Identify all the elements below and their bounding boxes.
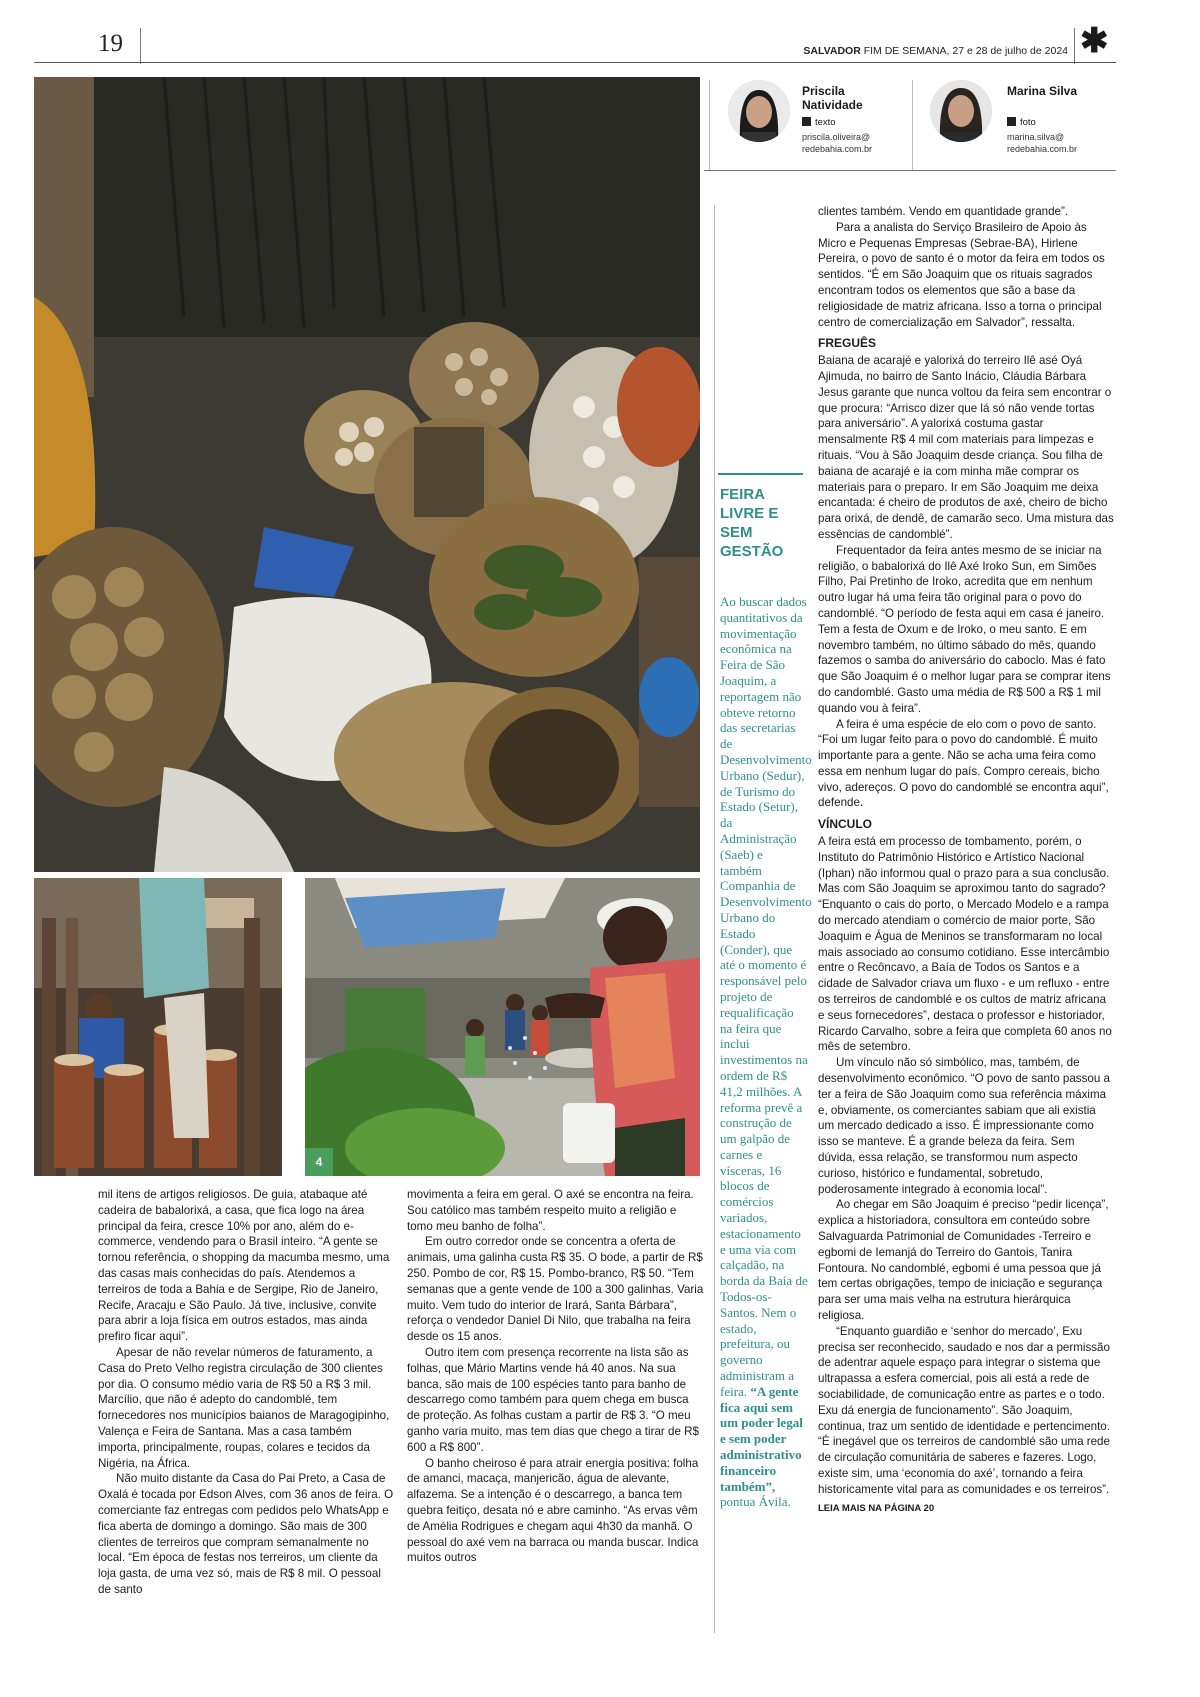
sidebar-title: FEIRA LIVRE E SEM GESTÃO <box>720 486 784 560</box>
paragraph: mil itens de artigos religiosos. De guia, atabaque até cadeira de babalorixá, a casa, que fica logo na área principal da feira, cresce 10% por ano, além do e-commerce, vendendo para o Brasil inteiro. “A gente se tornou referência, o shopping da macumba mesmo, uma das casas mais conhecidas do país. Atendemos a terreiros de toda a Bahia e de Sergipe, Rio de Janeiro, Recife, Aracaju e São Paulo. Já tive, inclusive, convite para abrir a loja física em outros estados, mas ainda prefiro ficar aqui”. <box>98 1188 390 1344</box>
sidebar-paragraph: Ao buscar dados quantitativos da movimentação econômica na Feira de São Joaquim, a reportagem não obteve retorno das secretarias de Desenvolvimento Urbano (Sedur), de Turismo do Estado (Setur), da Administração (Saeb) e também Companhia de Desenvolvimento Urbano do Estado (Conder), que até o momento é responsável pelo projeto de requalificação na feira que inclui investimentos na ordem de R$ 41,2 milhões. A reforma prevê a construção de um galpão de carnes e vísceras, 16 blocos de comércios variados, estacionamento e uma via com calçadão, na borda da Baía de Todos-os-Santos. Nem o estado, prefeitura, ou governo administram a feira. <box>720 594 812 1399</box>
paragraph: Em outro corredor onde se concentra a oferta de animais, uma galinha custa R$ 35. O bode, a partir de R$ 250. Pombo de cor, R$ 15. Pombo-branco, R$ 50. “Tem semanas que a gente vende de 100 a 300 galinhas. Varia muito. Vem tudo do interior de Irará, Santa Bárbara”, reforça o vendedor Daniel Di Nilo, que trabalha na feira desde os 15 anos. <box>407 1235 704 1344</box>
photo-number-badge: 4 <box>305 1148 333 1176</box>
role-label: texto <box>815 117 836 128</box>
continue-on-page-link[interactable]: LEIA MAIS NA PÁGINA 20 <box>818 1502 935 1514</box>
subhead-vinculo: VÍNCULO <box>818 817 872 832</box>
herb-vendor-photo <box>305 878 700 1176</box>
byline-name-marina: Marina Silva <box>1007 84 1078 98</box>
sidebar-attribution: pontua Ávila. <box>720 1494 791 1510</box>
paragraph: movimenta a feira em geral. O axé se encontra na feira. Sou católico mas também respeito muito a religião e tomo meu banho de folha”. <box>407 1188 694 1233</box>
article-column-1 <box>98 1187 395 1598</box>
byline-bottom-rule <box>704 170 1116 171</box>
byline-divider-mid <box>912 80 913 170</box>
drums-photo <box>34 878 282 1176</box>
article-column-2 <box>407 1187 704 1566</box>
paragraph: “Enquanto guardião e ‘senhor do mercado’, Exu precisa ser reconhecido, saudado e nos dar a permissão de adentrar aquele espaço para integrar o sistema que ultrapassa a esfera comercial, pois ali está a rede de sociabilidade, de comunicação entre as partes e o todo. Exu dá energia de funcionamento”. São Joaquim, continua, traz um sentido de identidade e pertencimento. “É inegável que os terreiros de candomblé são uma rede de circulação comunitária de saberes e fazeres. Logo, existe sim, uma ‘economia do axé’, tornando a feira historicamente vital para as comunidades e os terreiros”. <box>818 1324 1110 1496</box>
byline-divider-left <box>709 80 710 170</box>
paragraph: A feira é uma espécie de elo com o povo de santo. “Foi um lugar feito para o povo do candomblé. É muito importante para a gente. Não se acha uma feira como essa em nenhum lugar do país. Compro cereais, bicho vivo, adereços. O povo do candomblé se encontra aqui”, defende. <box>818 717 1109 810</box>
paragraph: Para a analista do Serviço Brasileiro de Apoio às Micro e Pequenas Empresas (Sebrae-BA), Hirlene Pereira, o povo de santo é o motor da feira em todos os sentidos. “É em São Joaquim que os rituais sagrados encontram todos os elementos que são a base da religiosidade de matriz africana. Isso a torna o principal centro de comercialização em Salvador”, ressalta. <box>818 220 1105 329</box>
paragraph: Frequentador da feira antes mesmo de se iniciar na religião, o babalorixá do Ilê Axé Iroko Sun, em Simões Filho, Pai Pretinho de Iroko, acredita que em nenhum outro lugar há uma feira tão original para o povo do candomblé. “O período de festa aqui em casa é janeiro. Tem a festa de Oxum e de Iroko, o meu santo. E em novembro também, no último sábado do mês, quando fazemos o samba do aniversário do caboclo. Mas é fato que São Joaquim é o melhor lugar para se comprar itens do candomblé. Gasto uma média de R$ 500 a R$ 1 mil quando vou à feira”. <box>818 543 1111 715</box>
masthead <box>803 45 1068 57</box>
header-rule <box>34 62 1116 63</box>
sidebar-top-rule <box>718 473 803 475</box>
paper-name: SALVADOR <box>803 45 861 57</box>
paragraph: A feira está em processo de tombamento, porém, o Instituto do Patrimônio Histórico e Artístico Nacional (Iphan) não informou qual o prazo para a sua conclusão. Mas com São Joaquim se aproximou tanto do sagrado? “Enquanto o cais do porto, o Mercado Modelo e a rampa do mercado atendiam o comércio de maior porte, São Joaquim e Água de Meninos se transformaram no local mais associado ao consumo cotidiano. Esse intercâmbio entre o Recôncavo, a Baía de Todos os Santos e a cidade de Salvador criava um fluxo - e um refluxo - entre os terreiros de candomblé e os cultos de matriz africana e seus fornecedores”, destaca o professor e historiador, Ricardo Carvalho, sobre a feira que completa 60 anos no mês de setembro. <box>818 835 1112 1054</box>
sidebar-quote: “A gente fica aqui sem um poder legal e sem poder administrativo financeiro também”, <box>720 1383 803 1494</box>
paragraph: O banho cheiroso é para atrair energia positiva: folha de amanci, macaça, manjericão, água de alevante, alfazema. Se a intenção é o descarrego, a banca tem quebra feitiço, desata nó e abre caminho. “As ervas vêm de Amélia Rodrigues e chegam aqui 4h30 da manhã. O pessoal do axé vem na barraca ou manda buscar. Indica muitos outros <box>407 1456 699 1565</box>
camera-role-icon <box>1007 117 1016 126</box>
paragraph: Baiana de acarajé e yalorixá do terreiro Ilê asé Oyá Ajimuda, no bairro de Santo Inácio, Cláudia Bárbara Jesus garante que nunca voltou da feira sem encontrar o que procura: “Arrisco dizer que lá só não vende tortas para aniversário”. A yalorixá costuma gastar mensalmente R$ 4 mil com materiais para limpezas e rituais. “Vou à São Joaquim desde criança. Sou filha de baiana de acarajé e ia com minha mãe comprar os materiais para o preparo. Ir em São Joaquim me deixa encantada: é cheiro de produtos de axé, cheiro de bicho para orixá, de dendê, de camarão seco. Uma mistura das essências de candomblé”. <box>818 354 1114 541</box>
article-column-3 <box>818 204 1114 1516</box>
page-number: 19 <box>98 30 123 57</box>
paragraph: Não muito distante da Casa do Pai Preto, a Casa de Oxalá é tocada por Edson Alves, com 36 anos de feira. O comerciante faz entregas com pedidos pelo WhatsApp e fica aberta de domingo a domingo. São mais de 300 clientes de terreiros que compram semanalmente no local. “Em época de festas nos terreiros, um cliente da loja gasta, de uma vez só, mais de R$ 8 mil. O pessoal de santo <box>98 1472 394 1596</box>
main-photo <box>34 77 700 872</box>
paragraph: clientes também. Vendo em quantidade grande”. <box>818 205 1069 218</box>
section-star-icon: ✱ <box>1080 22 1109 60</box>
byline-role-marina <box>1007 117 1036 129</box>
header-divider <box>140 28 141 64</box>
subhead-fregues: FREGUÊS <box>818 336 877 351</box>
avatar-priscila <box>728 80 790 142</box>
avatar-marina <box>930 80 992 142</box>
byline-email-priscila[interactable]: priscila.oliveira@ redebahia.com.br <box>802 132 873 154</box>
byline-email-marina[interactable]: marina.silva@ redebahia.com.br <box>1007 132 1078 154</box>
paragraph: Apesar de não revelar números de faturamento, a Casa do Preto Velho registra circulação de 300 clientes por dia. O consumo médio varia de R$ 50 a R$ 3 mil. Marcílio, que não é adepto do candomblé, tem fornecedores nos municípios baianos de Maragogipinho, Valença e Feira de Santana. Mas a casa também importa, principalmente, roupas, colares e tecidos da Nigéria, na África. <box>98 1345 390 1470</box>
paragraph: Ao chegar em São Joaquim é preciso “pedir licença”, explica a historiadora, consultora em conteúdo sobre Salvaguarda Patrimonial de Comunidades -Terreiro e egbomi de Iemanjá do Terreiro do Gantois, Tanira Fontoura. No candomblé, egbomi é uma pessoa que já tem certas obrigações, tempo de iniciação e segurança para ser uma mais velha na estrutura hierárquica religiosa. <box>818 1198 1109 1322</box>
edition-date: FIM DE SEMANA, 27 e 28 de julho de 2024 <box>863 45 1068 57</box>
header-divider-right <box>1074 28 1075 64</box>
byline-role-priscila <box>802 117 836 129</box>
paragraph: Um vínculo não só simbólico, mas, também, de desenvolvimento econômico. “O povo de santo passou a ter a feira de São Joaquim como sua referência máxima e, obviamente, os comerciantes sabiam que ali existia um mercado dedicado a isso. É impressionante como isso se manteve. É a grande beleza da feira. Sem dúvida, essa relação, se transformou num aspecto curioso, histórico e fundamental, sobretudo, poderosamente integrado à economia local”. <box>818 1056 1110 1196</box>
sidebar-body <box>720 594 812 1510</box>
role-label: foto <box>1020 117 1036 128</box>
paragraph: Outro item com presença recorrente na lista são as folhas, que Mário Martins vende há 40 anos. Na sua banca, são mais de 100 espécies tanto para banho de descarrego como também para quem chega em busca de proteção. As folhas custam a partir de R$ 3. “O meu ganho varia muito, mas tem dias que chego a tirar de R$ 600 a R$ 800”. <box>407 1345 699 1454</box>
text-role-icon <box>802 117 811 126</box>
sidebar-rule <box>714 205 715 1633</box>
byline-name-priscila: Priscila Natividade <box>802 84 863 112</box>
